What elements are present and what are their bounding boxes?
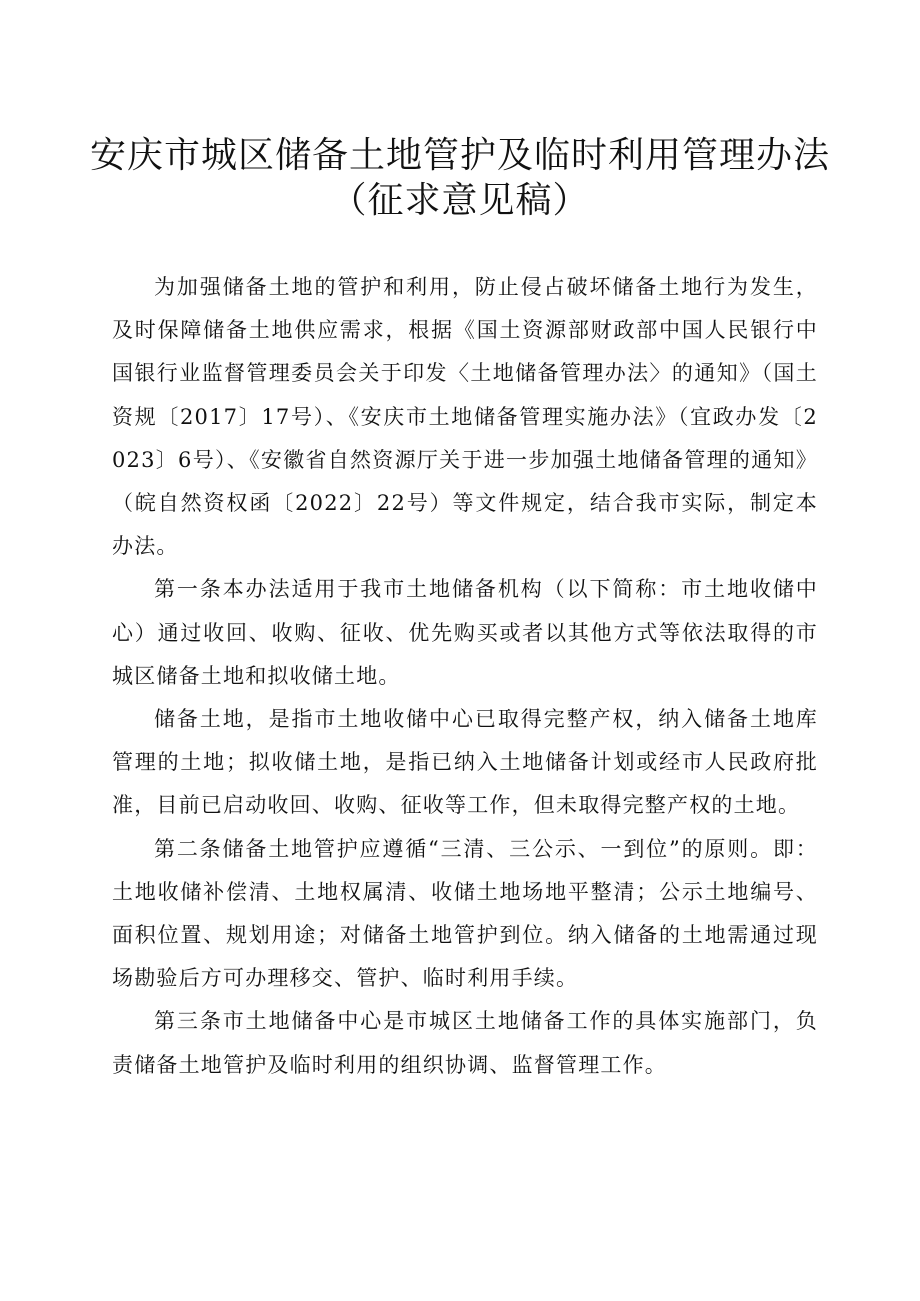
paragraph-article-1: 第一条本办法适用于我市土地储备机构（以下简称：市土地收储中心）通过收回、收购、征收、优先购买或者以其他方式等依法取得的市城区储备土地和拟收储土地。 (112, 577, 818, 688)
paragraph-reserve-land-definition: 储备土地，是指市土地收储中心已取得完整产权，纳入储备土地库管理的土地；拟收储土地，是指已纳入土地储备计划或经市人民政府批准，目前已启动收回、收购、征收等工作，但未取得完整产权的土地。 (112, 707, 818, 818)
paragraph-article-2: 第二条储备土地管护应遵循“三清、三公示、一到位”的原则。即：土地收储补偿清、土地权属清、收储土地场地平整清；公示土地编号、面积位置、规划用途；对储备土地管护到位。纳入储备的土地需通过现场勘验后方可办理移交、管护、临时利用手续。 (112, 836, 818, 991)
paragraph-preamble: 为加强储备土地的管护和利用，防止侵占破坏储备土地行为发生，及时保障储备土地供应需求，根据《国土资源部财政部中国人民银行中国银行业监督管理委员会关于印发〈土地储备管理办法〉的通知》（国土资规〔2017〕17号）、《安庆市土地储备管理实施办法》（宜政办发〔2023〕6号）、《安徽省自然资源厅关于进一步加强土地储备管理的通知》（皖自然资权函〔2022〕22号）等文件规定，结合我市实际，制定本办法。 (112, 275, 818, 559)
document-body (112, 266, 818, 1087)
paragraph-article-3: 第三条市土地储备中心是市城区土地储备工作的具体实施部门，负责储备土地管护及临时利用的组织协调、监督管理工作。 (112, 1009, 818, 1077)
document-subtitle: （征求意见稿） (330, 180, 590, 221)
document-title: 安庆市城区储备土地管护及临时利用管理办法 (89, 135, 830, 176)
